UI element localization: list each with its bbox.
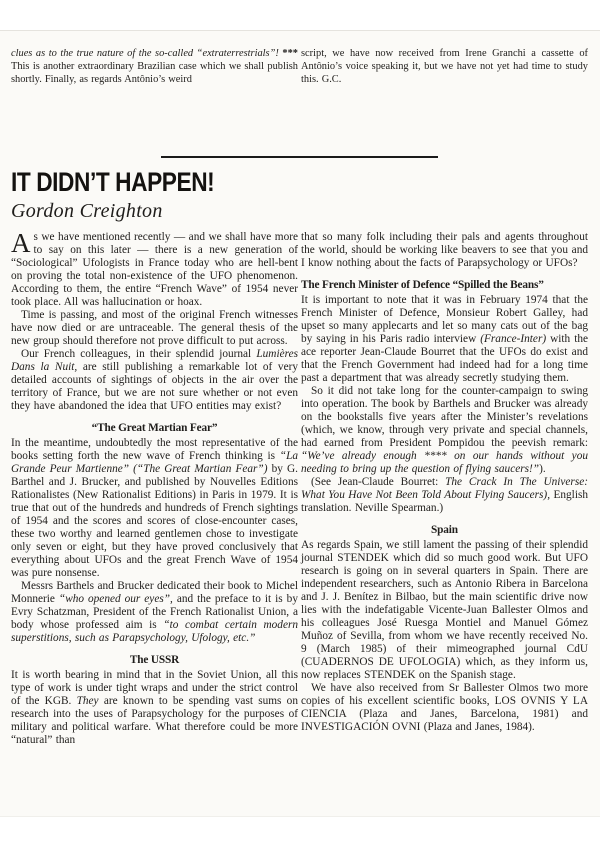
body-paragraph	[11, 669, 298, 747]
text-run: The USSR	[129, 653, 180, 666]
text-run: are known to be spending vast sums on research into the uses of Parapsychology for the purposes of military and political warfare. What therefore could be more “natural” than	[11, 694, 298, 746]
body-paragraph	[301, 385, 588, 476]
article-title: IT DIDN’T HAPPEN!	[11, 167, 215, 198]
article-body	[11, 227, 588, 747]
section-heading	[11, 422, 298, 435]
body-paragraph	[301, 294, 588, 385]
text-run: Our French colleagues, in their splendid journal	[21, 347, 257, 360]
section-divider-rule	[161, 156, 438, 158]
text-run: In the meantime, undoubtedly the most representative of the books setting forth the new wave of French thinking is	[11, 436, 298, 462]
text-run: that so many folk including their pals and agents throughout the world, should be working like beavers to see that you and I know nothing about the facts of Parapsychology or UFOs?	[301, 230, 588, 269]
section-heading	[301, 279, 588, 292]
continuation-left-column	[11, 48, 298, 86]
text-run: are still publishing a remarkable lot of very detailed accounts of sightings of objects in the air over the territory of France, but we are not sure whether or not even they have abandoned the idea that UFO entities may exist?	[11, 360, 298, 412]
text-run: It is important to note that it was in February 1974 that the French Minister of Defence, Monsieur Robert Galley, had upset so many applecarts and let so many cats out of the bag by saying in his Paris radio interview	[301, 293, 588, 345]
text-run: with the ace reporter Jean-Claude Bourret that the UFOs do exist and that the French Government had indeed had for a long time past a department that was already secretly studying them.	[301, 332, 588, 384]
continuation-right-column	[301, 48, 588, 86]
body-paragraph	[11, 309, 298, 348]
italic-text-run: Lumières Dans la Nuit,	[11, 347, 298, 373]
drop-cap: A	[11, 227, 31, 258]
body-left-column	[11, 227, 298, 747]
section-heading	[301, 524, 588, 537]
text-run: As regards Spain, we still lament the passing of their splendid journal STENDEK which did so much good work. But UFO research is going on in several quarters in Spain. There are independent researchers, such as Antonio Ribera in Barcelona and J. J. Benítez in Bilbao, but the main scientific drive now lies with the indefatigable Vicente-Juan Ballester Olmos and his colleagues José Ruesga Montiel and Manuel Gómez Muñoz of Sevilla, from whom we have recently received No. 9 (March 1985) of their mimeographed journal CdU (CUADERNOS DE UFOLOGIA) which, as they inform us, now replaces STENDEK on the Spanish stage.	[301, 538, 588, 681]
text-run: (See Jean-Claude Bourret:	[311, 475, 446, 488]
italic-text-run: The Crack In The Universe: What You Have Not Been Told About Flying Saucers),	[301, 475, 588, 501]
text-run: ***	[282, 48, 298, 59]
body-paragraph	[11, 348, 298, 413]
italic-text-run: They	[76, 694, 99, 707]
article-byline: Gordon Creighton	[11, 199, 163, 222]
text-run: It is worth bearing in mind that in the Soviet Union, all this type of work is under tight wraps and under the strict control of the KGB.	[11, 668, 298, 707]
body-paragraph	[11, 580, 298, 645]
page-paper-area	[0, 30, 600, 817]
text-run: Time is passing, and most of the original French witnesses have now died or are untraceable. The general thesis of the new group should therefore not prove difficult to put across.	[11, 308, 298, 347]
italic-text-run: “La Grande Peur Martienne” (“The Great Martian Fear”)	[11, 449, 298, 475]
text-run: We have also received from Sr Ballester Olmos two more copies of his excellent scientific books, LOS OVNIS Y LA CIENCIA (Plaza and Janes, Barcelona, 1981) and INVESTIGACIÓN OVNI (Plaza and Janes, 1984).	[301, 681, 588, 733]
text-run: script, we have now received from Irene Granchi a cassette of Antônio’s voice speaking it, but we have not yet had time to study this. G.C.	[301, 48, 588, 85]
text-run: s we have mentioned recently — and we shall have more to say on this later — there is a new generation of “Sociological” Ufologists in France today who are hell-bent on proving the total non-existence of the UFO phenomenon. According to them, the entire “French Wave” of 1954 never took place. All was hallucination or hoax.	[11, 230, 298, 308]
text-run: Messrs Barthels and Brucker dedicated their book to Michel Monnerie	[11, 579, 298, 605]
body-paragraph	[11, 48, 298, 86]
text-run: ).	[539, 462, 546, 475]
text-run: Spain	[431, 523, 458, 536]
text-run: The French Minister of Defence “Spilled the Beans”	[301, 278, 544, 291]
italic-text-run: (France-Inter)	[480, 332, 547, 345]
body-paragraph	[301, 48, 588, 86]
previous-article-continuation	[11, 48, 588, 86]
text-run: “The Great Martian Fear”	[91, 421, 218, 434]
body-paragraph	[301, 539, 588, 682]
text-run: This is another extraordinary Brazilian case which we shall publish shortly. Finally, as regards Antônio’s weird	[11, 60, 298, 85]
text-run: by G. Barthel and J. Brucker, and published by Nouvelles Editions Rationalistes (New Rationalist Editions) in Paris in 1979. It is true that out of the hundreds and hundreds of French sightings of 1954 and the scores and scores of close-encounter cases, these two worthy and learned gentlemen chose to investigate only seven or eight, but they have proved conclusively that everything about UFOs and the great French Wave of 1954 was pure nonsense.	[11, 462, 298, 579]
body-paragraph	[11, 437, 298, 580]
italic-text-run: “who opened our eyes”,	[58, 592, 173, 605]
body-paragraph	[301, 231, 588, 270]
body-paragraph	[301, 476, 588, 515]
section-heading	[11, 654, 298, 667]
body-right-column	[301, 231, 588, 747]
body-paragraph	[301, 682, 588, 734]
text-run: English translation. Neville Spearman.)	[301, 488, 588, 514]
text-run: So it did not take long for the counter-campaign to swing into operation. The book by Barthels and Brucker was already on the bookstalls five years after the Minister’s revelations (which, we know, through very private and special channels, had earned from President Pompidou the peevish remark:	[301, 384, 588, 449]
text-run: and the preface to it is by Evry Schatzman, President of the French Rationalist Union, a body whose professed aim is	[11, 592, 298, 631]
body-paragraph	[11, 227, 298, 309]
italic-text-run: “We’ve already enough **** on our hands without you needing to bring up the question of flying saucers!”	[301, 449, 588, 475]
italic-text-run: clues as to the true nature of the so-called “extraterrestrials”!	[11, 48, 283, 59]
italic-text-run: “to combat certain modern superstitions, such as Parapsychology, Ufology, etc.”	[11, 618, 298, 644]
